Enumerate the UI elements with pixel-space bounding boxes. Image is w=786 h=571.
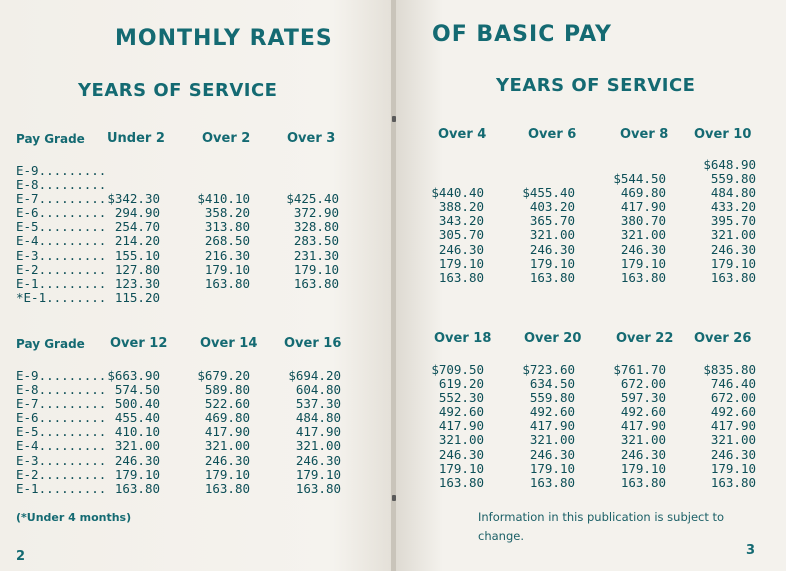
col-header-over-26: Over 26 bbox=[694, 331, 752, 346]
pay-grade-label: E-4......... bbox=[16, 438, 107, 454]
col-under-2 bbox=[100, 164, 160, 305]
pay-grade-label: E-3......... bbox=[16, 247, 107, 263]
pay-cell bbox=[424, 158, 484, 172]
col-header-over-8: Over 8 bbox=[620, 127, 669, 142]
col-header-under-2: Under 2 bbox=[107, 131, 165, 146]
pay-cell: $835.80 bbox=[703, 362, 756, 377]
pay-grade-label: E-1......... bbox=[16, 275, 107, 291]
pay-cell: 163.80 bbox=[293, 275, 339, 291]
pay-grade-label: E-9......... bbox=[16, 368, 107, 383]
pay-cell: 559.80 bbox=[710, 171, 756, 187]
pay-grade-label: E-3......... bbox=[16, 452, 107, 468]
pay-cell: 246.30 bbox=[114, 452, 160, 468]
pay-cell: 395.70 bbox=[710, 213, 756, 229]
pay-cell: 328.80 bbox=[293, 219, 339, 235]
pay-cell: 246.30 bbox=[620, 446, 666, 462]
pay-cell: 231.30 bbox=[293, 247, 339, 263]
col-over-14 bbox=[190, 369, 250, 496]
pay-cell: 321.00 bbox=[295, 438, 341, 454]
pay-grade-label: E-1......... bbox=[16, 480, 107, 496]
pay-cell: 321.00 bbox=[710, 432, 756, 448]
pay-cell: 417.90 bbox=[438, 418, 484, 434]
col-over-8 bbox=[606, 158, 666, 285]
col-header-over-12: Over 12 bbox=[110, 336, 168, 351]
pay-cell bbox=[190, 178, 250, 192]
pay-cell: 163.80 bbox=[295, 480, 341, 496]
pay-cell: 216.30 bbox=[204, 247, 250, 263]
pay-cell: 305.70 bbox=[438, 227, 484, 243]
disclaimer-note: Information in this publication is subject to change. bbox=[478, 510, 725, 543]
pay-cell: 155.10 bbox=[114, 247, 160, 263]
pay-cell: 127.80 bbox=[114, 261, 160, 277]
pay-cell: 388.20 bbox=[438, 199, 484, 215]
pay-cell: 246.30 bbox=[204, 452, 250, 468]
pay-cell: 163.80 bbox=[438, 269, 484, 285]
pay-cell: 179.10 bbox=[620, 460, 666, 476]
pay-cell: 268.50 bbox=[204, 233, 250, 249]
pay-cell: $455.40 bbox=[522, 185, 575, 201]
pay-cell: 246.30 bbox=[295, 452, 341, 468]
pay-cell: 417.90 bbox=[295, 424, 341, 440]
pay-cell: 321.00 bbox=[710, 227, 756, 243]
left-page bbox=[0, 0, 392, 571]
pay-cell: 321.00 bbox=[529, 432, 575, 448]
pay-cell: $648.90 bbox=[703, 157, 756, 172]
col-header-over-6: Over 6 bbox=[528, 127, 577, 142]
pay-cell: 163.80 bbox=[438, 474, 484, 490]
pay-cell bbox=[100, 178, 160, 192]
pay-cell: 246.30 bbox=[710, 446, 756, 462]
col-header-over-4: Over 4 bbox=[438, 127, 487, 142]
pay-cell: $410.10 bbox=[197, 191, 250, 207]
pay-grade-label: E-7......... bbox=[16, 396, 107, 412]
pay-cell: 321.00 bbox=[204, 438, 250, 454]
col-header-over-14: Over 14 bbox=[200, 336, 258, 351]
right-page bbox=[396, 0, 786, 571]
pay-cell: 365.70 bbox=[529, 213, 575, 229]
pay-cell: 492.60 bbox=[438, 404, 484, 420]
headline-right: OF BASIC PAY bbox=[432, 22, 612, 47]
pay-cell: 574.50 bbox=[114, 382, 160, 398]
pay-cell: 179.10 bbox=[529, 255, 575, 271]
pay-cell bbox=[279, 178, 339, 192]
col-over-26 bbox=[696, 363, 756, 490]
pay-cell bbox=[279, 291, 339, 305]
pay-cell: 246.30 bbox=[710, 241, 756, 257]
pay-cell: 179.10 bbox=[438, 255, 484, 271]
pay-cell: 321.00 bbox=[620, 227, 666, 243]
pay-grade-label: E-6......... bbox=[16, 205, 107, 221]
pay-cell: $709.50 bbox=[431, 362, 484, 377]
pay-cell: 484.80 bbox=[710, 185, 756, 201]
pay-cell: 634.50 bbox=[529, 376, 575, 392]
subhead-right: YEARS OF SERVICE bbox=[496, 75, 696, 96]
pay-grade-label: *E-1........ bbox=[16, 289, 107, 305]
pay-cell bbox=[606, 158, 666, 172]
col-header-over-22: Over 22 bbox=[616, 331, 674, 346]
col-header-pay-grade: Pay Grade bbox=[16, 132, 85, 146]
pay-cell: 313.80 bbox=[204, 219, 250, 235]
pay-cell: 179.10 bbox=[438, 460, 484, 476]
pay-cell: 484.80 bbox=[295, 410, 341, 426]
pay-cell: 417.90 bbox=[620, 199, 666, 215]
col-over-2 bbox=[190, 164, 250, 305]
pay-cell: 500.40 bbox=[114, 396, 160, 412]
pay-cell: 589.80 bbox=[204, 382, 250, 398]
pay-cell: 179.10 bbox=[204, 466, 250, 482]
pay-cell: 619.20 bbox=[438, 376, 484, 392]
pay-cell: 492.60 bbox=[710, 404, 756, 420]
pay-cell: 163.80 bbox=[114, 480, 160, 496]
col-header-over-18: Over 18 bbox=[434, 331, 492, 346]
pay-cell bbox=[279, 164, 339, 178]
pay-cell: 123.30 bbox=[114, 275, 160, 291]
col-header-over-10: Over 10 bbox=[694, 127, 752, 142]
pay-cell: $440.40 bbox=[431, 185, 484, 201]
pay-cell: 321.00 bbox=[114, 438, 160, 454]
pay-cell: 163.80 bbox=[620, 269, 666, 285]
pay-cell: 455.40 bbox=[114, 410, 160, 426]
pay-cell: 433.20 bbox=[710, 199, 756, 215]
page-number-right: 3 bbox=[746, 543, 756, 558]
pay-cell: 163.80 bbox=[204, 275, 250, 291]
pay-cell: 163.80 bbox=[710, 474, 756, 490]
pay-cell: 417.90 bbox=[204, 424, 250, 440]
pay-cell: 163.80 bbox=[710, 269, 756, 285]
subhead-left: YEARS OF SERVICE bbox=[78, 80, 278, 101]
pay-cell: 163.80 bbox=[204, 480, 250, 496]
footnote: (*Under 4 months) bbox=[16, 511, 132, 524]
col-over-16 bbox=[281, 369, 341, 496]
pay-cell bbox=[190, 291, 250, 305]
pay-cell: $761.70 bbox=[613, 362, 666, 377]
pay-cell: 410.10 bbox=[114, 424, 160, 440]
pay-cell: 537.30 bbox=[295, 396, 341, 412]
col-over-12 bbox=[100, 369, 160, 496]
pay-cell: 372.90 bbox=[293, 205, 339, 221]
pay-cell: 179.10 bbox=[293, 261, 339, 277]
col-header-over-2: Over 2 bbox=[202, 131, 251, 146]
pay-cell: 321.00 bbox=[438, 432, 484, 448]
col-over-4 bbox=[424, 158, 484, 285]
pay-cell: 417.90 bbox=[620, 418, 666, 434]
pay-cell bbox=[424, 172, 484, 186]
pay-cell bbox=[515, 172, 575, 186]
pay-cell: 283.50 bbox=[293, 233, 339, 249]
pay-cell: 469.80 bbox=[620, 185, 666, 201]
pay-cell: 246.30 bbox=[438, 446, 484, 462]
headline-left: MONTHLY RATES bbox=[115, 26, 333, 51]
pay-cell: 403.20 bbox=[529, 199, 575, 215]
pay-cell: 492.60 bbox=[529, 404, 575, 420]
pay-cell bbox=[100, 164, 160, 178]
pay-cell: 358.20 bbox=[204, 205, 250, 221]
pay-cell: $663.90 bbox=[107, 368, 160, 383]
pay-grade-label: E-7......... bbox=[16, 191, 107, 207]
pay-cell: 417.90 bbox=[529, 418, 575, 434]
pay-cell: 321.00 bbox=[620, 432, 666, 448]
pay-cell: 492.60 bbox=[620, 404, 666, 420]
pay-cell: 163.80 bbox=[529, 474, 575, 490]
col-header-over-3: Over 3 bbox=[287, 131, 336, 146]
pay-grade-label: E-4......... bbox=[16, 233, 107, 249]
pay-cell: 343.20 bbox=[438, 213, 484, 229]
pay-cell: 246.30 bbox=[529, 446, 575, 462]
pay-cell: 179.10 bbox=[295, 466, 341, 482]
pay-cell: 294.90 bbox=[114, 205, 160, 221]
pay-cell: 246.30 bbox=[620, 241, 666, 257]
pay-cell: 214.20 bbox=[114, 233, 160, 249]
pay-grade-label: E-8......... bbox=[16, 382, 107, 398]
col-over-20 bbox=[515, 363, 575, 490]
pay-cell: 254.70 bbox=[114, 219, 160, 235]
pay-cell: 179.10 bbox=[710, 460, 756, 476]
pay-cell: 179.10 bbox=[710, 255, 756, 271]
pay-cell: 672.00 bbox=[620, 376, 666, 392]
col-over-18 bbox=[424, 363, 484, 490]
pay-cell: 746.40 bbox=[710, 376, 756, 392]
pay-cell: $544.50 bbox=[613, 171, 666, 187]
pay-cell: $342.30 bbox=[107, 191, 160, 207]
pay-cell: 163.80 bbox=[620, 474, 666, 490]
pay-cell: 522.60 bbox=[204, 396, 250, 412]
pay-grade-label: E-8......... bbox=[16, 177, 107, 193]
pay-cell: 597.30 bbox=[620, 390, 666, 406]
pay-cell: 604.80 bbox=[295, 382, 341, 398]
pay-cell: 179.10 bbox=[529, 460, 575, 476]
pay-cell: 321.00 bbox=[529, 227, 575, 243]
pay-cell: 417.90 bbox=[710, 418, 756, 434]
col-header-over-16: Over 16 bbox=[284, 336, 342, 351]
pay-cell: $425.40 bbox=[286, 191, 339, 207]
pay-cell bbox=[515, 158, 575, 172]
col-over-3 bbox=[279, 164, 339, 305]
col-header-pay-grade-2: Pay Grade bbox=[16, 337, 85, 351]
pay-cell: 179.10 bbox=[114, 466, 160, 482]
pay-grade-label: E-5......... bbox=[16, 219, 107, 235]
pay-cell: 552.30 bbox=[438, 390, 484, 406]
pay-cell: 179.10 bbox=[204, 261, 250, 277]
col-over-22 bbox=[606, 363, 666, 490]
pay-cell: 163.80 bbox=[529, 269, 575, 285]
pay-grade-label: E-2......... bbox=[16, 261, 107, 277]
pay-cell: $679.20 bbox=[197, 368, 250, 383]
pay-cell: 672.00 bbox=[710, 390, 756, 406]
pay-cell: $694.20 bbox=[288, 368, 341, 383]
page-number-left: 2 bbox=[16, 549, 26, 564]
pay-grade-label: E-6......... bbox=[16, 410, 107, 426]
col-header-over-20: Over 20 bbox=[524, 331, 582, 346]
pay-cell: 469.80 bbox=[204, 410, 250, 426]
pay-grade-label: E-5......... bbox=[16, 424, 107, 440]
pay-cell: 115.20 bbox=[114, 289, 160, 305]
pay-cell: 559.80 bbox=[529, 390, 575, 406]
pay-cell: 380.70 bbox=[620, 213, 666, 229]
pay-cell: 246.30 bbox=[529, 241, 575, 257]
col-over-6 bbox=[515, 158, 575, 285]
pay-cell: $723.60 bbox=[522, 362, 575, 377]
pay-cell: 179.10 bbox=[620, 255, 666, 271]
pay-grade-label: E-9......... bbox=[16, 163, 107, 178]
col-over-10 bbox=[696, 158, 756, 285]
pay-cell: 246.30 bbox=[438, 241, 484, 257]
pay-grade-label: E-2......... bbox=[16, 466, 107, 482]
pay-cell bbox=[190, 164, 250, 178]
